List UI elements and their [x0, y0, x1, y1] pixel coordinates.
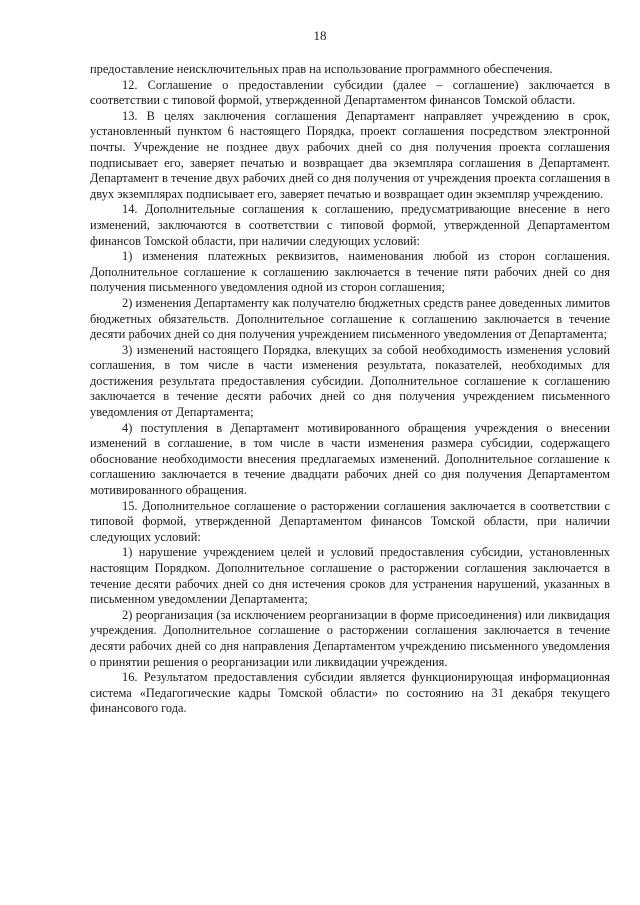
document-body	[90, 62, 610, 717]
paragraph-12: 12. Соглашение о предоставлении субсидии (далее – соглашение) заключается в соответствии с типовой формой, утвержденной Департаментом финансов Томской области.	[90, 77, 610, 108]
paragraph-14-item-4: 4) поступления в Департамент мотивированного обращения учреждения о внесении изменений в соглашение, в том числе в части изменения размера субсидии, содержащего обоснование необходимости внесения предлагаемых изменений. Дополнительное соглашение к соглашению заключается в течение двадцати рабочих дней со дня получения Департаментом мотивированного обращения.	[90, 420, 610, 498]
paragraph-15: 15. Дополнительное соглашение о расторжении соглашения заключается в соответствии с типовой формой, утвержденной Департаментом финансов Томской области, при наличии следующих условий:	[90, 498, 610, 544]
paragraph-15-item-1: 1) нарушение учреждением целей и условий предоставления субсидии, установленных настоящим Порядком. Дополнительное соглашение о расторжении соглашения заключается в течение десяти рабочих дней со дня истечения сроков для устранения нарушений, указанных в письменном уведомлении Департамента;	[90, 545, 610, 607]
paragraph-16: 16. Результатом предоставления субсидии является функционирующая информационная система «Педагогические кадры Томской области» по состоянию на 31 декабря текущего финансового года.	[90, 670, 610, 716]
page-number: 18	[313, 28, 327, 43]
paragraph-14-item-1: 1) изменения платежных реквизитов, наименования любой из сторон соглашения. Дополнительное соглашение к соглашению заключается в течение пяти рабочих дней со дня получения письменного уведомления одной из сторон соглашения;	[90, 249, 610, 295]
paragraph-15-item-2: 2) реорганизация (за исключением реорганизации в форме присоединения) или ликвидация учреждения. Дополнительное соглашение о расторжении соглашения заключается в течение десяти рабочих дней со дня направления Департаментом учреждению письменного уведомления о принятии решения о реорганизации или ликвидации учреждения.	[90, 607, 610, 669]
paragraph-14-item-3: 3) изменений настоящего Порядка, влекущих за собой необходимость изменения условий соглашения, в том числе в части изменения результата, показателей, необходимых для достижения результата предоставления субсидии. Дополнительное соглашение к соглашению заключается в течение десяти рабочих дней со дня получения учреждением письменного уведомления от Департамента;	[90, 342, 610, 420]
paragraph-continuation: предоставление неисключительных прав на использование программного обеспечения.	[90, 62, 553, 76]
paragraph-14-item-2: 2) изменения Департаменту как получателю бюджетных средств ранее доведенных лимитов бюджетных обязательств. Дополнительное соглашение к соглашению заключается в течение десяти рабочих дней со дня получения учреждением письменного уведомления от Департамента;	[90, 295, 610, 342]
paragraph-13: 13. В целях заключения соглашения Департамент направляет учреждению в срок, установленный пунктом 6 настоящего Порядка, проект соглашения посредством электронной почты. Учреждение не позднее двух рабочих дней со дня получения проекта соглашения подписывает его, заверяет печатью и возвращает два экземпляра соглашения в Департамент. Департамент в течение двух рабочих дней со дня получения от учреждения проекта соглашения в двух экземплярах подписывает его, заверяет печатью и возвращает один экземпляр учреждению.	[90, 108, 610, 201]
paragraph-14: 14. Дополнительные соглашения к соглашению, предусматривающие внесение в него изменений, заключаются в соответствии с типовой формой, утвержденной Департаментом финансов Томской области, при наличии следующих условий:	[90, 202, 610, 248]
